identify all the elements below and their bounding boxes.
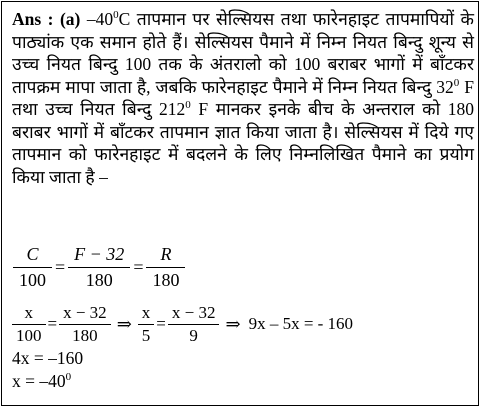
equals-sign: = bbox=[47, 314, 58, 334]
equals-sign: = bbox=[133, 256, 144, 277]
fraction-x-32-9-num: x − 32 bbox=[168, 302, 220, 325]
fraction-x-32-180-num: x − 32 bbox=[59, 302, 111, 325]
fraction-r-num: R bbox=[146, 242, 185, 268]
degree-sup: 0 bbox=[113, 9, 119, 22]
equals-sign: = bbox=[55, 256, 66, 277]
fraction-x-100 bbox=[12, 302, 46, 346]
fraction-f bbox=[68, 242, 130, 292]
text-part-c: F मानकर इनके बीच के अन्तराल को 180 बराबर भागों में बाँटकर तापमान ज्ञात किया जाता है। सेल्सियस में दिये गए तापमान को फारेनहाइट में बदलने के लिए निम्नलिखित पैमाने का प्रयोग किया जाता है – bbox=[12, 99, 474, 187]
answer-box bbox=[1, 1, 479, 406]
equals-sign: = bbox=[156, 314, 166, 334]
fraction-x-32-180 bbox=[59, 302, 111, 346]
answer-value: –40 bbox=[86, 9, 114, 29]
fraction-r-den: 180 bbox=[152, 269, 180, 290]
fraction-x-5-num: x bbox=[138, 302, 155, 325]
formula-scale bbox=[12, 242, 186, 292]
fraction-c-den: 100 bbox=[19, 269, 46, 290]
result-equation: 9x – 5x = - 160 bbox=[248, 314, 354, 334]
final-degree-sup: 0 bbox=[65, 371, 72, 384]
answer-label: Ans : (a) bbox=[12, 9, 81, 29]
text-part-a: तापमान पर सेल्सियस तथा फारेनहाइट तापमापियों के पाठ्यांक एक समान होते हैं। सेल्सियस पैमाने में निम्न नियत बिन्दु शून्य से उच्च नियत बिन्दु 100 तक के अंतरालो को 100 बराबर भागों में बाँटकर तापक्रम मापा जाता है, जबकि फारेनहाइट पैमाने में निम्न नियत बिन्दु 32 bbox=[12, 9, 475, 97]
final-answer: x = –40 bbox=[12, 371, 66, 391]
degree-sup-3: 0 bbox=[185, 99, 191, 112]
step-line-2 bbox=[12, 371, 71, 392]
fraction-x-32-9-den: 9 bbox=[189, 325, 198, 345]
fraction-c bbox=[13, 242, 52, 292]
implies-arrow: ⇒ bbox=[225, 313, 241, 334]
fraction-x-32-9 bbox=[168, 302, 220, 346]
degree-sup-2: 0 bbox=[453, 76, 460, 89]
answer-paragraph bbox=[12, 8, 474, 188]
step-line-1: 4x = –160 bbox=[12, 348, 84, 368]
fraction-c-num: C bbox=[13, 242, 52, 268]
fraction-f-num: F − 32 bbox=[68, 242, 130, 268]
fraction-f-den: 180 bbox=[85, 269, 113, 290]
unit-c: C bbox=[118, 9, 131, 29]
fraction-x-5-den: 5 bbox=[141, 325, 151, 345]
implies-arrow: ⇒ bbox=[116, 313, 132, 334]
fraction-x-100-num: x bbox=[12, 302, 46, 325]
fraction-x-100-den: 100 bbox=[16, 325, 42, 345]
fraction-x-5 bbox=[138, 302, 155, 346]
text-part-b: F तथा उच्च नियत बिन्दु 212 bbox=[12, 76, 474, 119]
formula-substitution bbox=[12, 302, 355, 346]
fraction-x-32-180-den: 180 bbox=[72, 325, 98, 345]
fraction-r bbox=[146, 242, 185, 292]
